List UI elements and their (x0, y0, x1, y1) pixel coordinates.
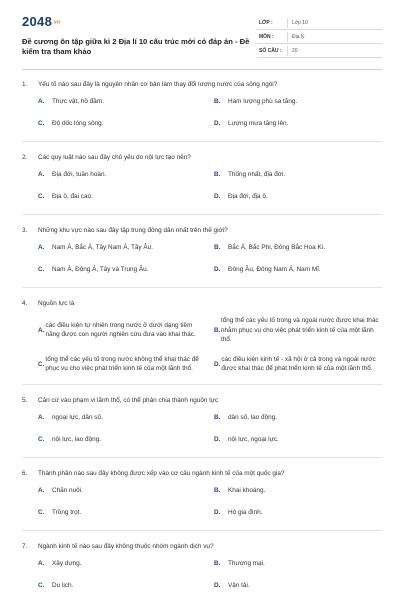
option-text: Thương mại. (228, 559, 265, 567)
option-letter: D. (214, 266, 221, 273)
option-text: Nam Á, Bắc Á, Tây Nam Á, Tây Âu. (52, 244, 153, 251)
meta-value: Lớp 10 (292, 19, 308, 26)
question-divider (22, 214, 382, 215)
meta-row-class (257, 16, 382, 30)
option-letter: D. (214, 120, 221, 127)
option-letter: A. (38, 244, 45, 251)
question-divider (22, 530, 382, 531)
question-number: 5. (22, 396, 28, 404)
option-letter: C. (38, 360, 45, 368)
option-letter: A. (38, 326, 45, 334)
answer-option-b[interactable] (214, 170, 382, 179)
question-number: 1. (22, 81, 28, 88)
answer-option-d[interactable] (214, 508, 382, 517)
option-letter: B. (214, 559, 221, 567)
answer-options (22, 316, 382, 384)
option-letter: B. (214, 98, 221, 105)
answer-options (22, 559, 382, 600)
meta-row-subject (257, 30, 382, 44)
answer-options (22, 486, 382, 530)
option-text: nội lực, ngoại lực. (228, 435, 279, 443)
question-text: Yếu tố nào sau đây là nguyên nhân cơ bản làm thay đổi lượng nước của sông ngòi? (38, 81, 278, 88)
option-letter: D. (214, 360, 221, 368)
option-letter: B. (214, 244, 221, 251)
answer-option-a[interactable] (38, 486, 206, 495)
meta-table (257, 16, 382, 58)
option-text: Vận tải. (228, 581, 250, 589)
answer-option-a[interactable] (38, 316, 206, 345)
question-5 (22, 396, 382, 458)
option-letter: B. (214, 486, 221, 494)
meta-value: Địa lý (292, 33, 305, 40)
question-3 (22, 226, 382, 288)
answer-option-d[interactable] (214, 265, 382, 274)
header-divider (22, 69, 382, 70)
answer-option-d[interactable] (214, 355, 382, 374)
logo-suffix: .vn (52, 19, 61, 26)
question-number: 4. (22, 300, 28, 307)
answer-option-c[interactable] (38, 119, 206, 128)
question-stem (22, 226, 382, 235)
option-text: Du lịch. (52, 581, 74, 589)
question-divider (22, 384, 382, 385)
question-stem (22, 299, 382, 308)
question-2 (22, 153, 382, 215)
option-letter: C. (38, 508, 45, 516)
question-text: Căn cứ vào phạm vi lãnh thổ, có thể phân chia thành nguồn lực (38, 396, 219, 404)
option-letter: D. (214, 581, 221, 589)
option-letter: A. (38, 559, 45, 567)
answer-option-a[interactable] (38, 243, 206, 252)
answer-option-c[interactable] (38, 192, 206, 201)
option-text: Chăn nuôi. (52, 486, 83, 494)
question-divider (22, 141, 382, 142)
answer-options (22, 97, 382, 141)
answer-options (22, 243, 382, 287)
option-text: Địa đới, địa ô. (228, 193, 268, 200)
question-divider (22, 457, 382, 458)
logo-main: 2048 (22, 14, 53, 29)
answer-option-d[interactable] (214, 119, 382, 128)
option-text: Thực vật, hồ đầm. (52, 98, 104, 105)
answer-option-a[interactable] (38, 559, 206, 568)
option-letter: A. (38, 486, 45, 494)
option-letter: A. (38, 171, 45, 178)
question-1 (22, 80, 382, 142)
option-text: Đông Âu, Đông Nam Á, Nam Mĩ. (228, 266, 321, 273)
question-list (22, 80, 382, 600)
option-text: tổng thể các yếu tố trong nước không thể khai thác để phục vụ cho việc phát triển kinh tế của một lãnh thổ. (45, 355, 199, 373)
option-text: Địa ô, đai cao. (52, 193, 93, 200)
option-letter: C. (38, 435, 45, 443)
question-stem (22, 396, 382, 405)
answer-option-c[interactable] (38, 435, 206, 444)
option-letter: B. (214, 171, 221, 178)
option-text: các điều kiện kinh tế - xã hội ở cả trong và ngoài nước được khai thác để phát triển kinh tế của một lãnh thổ. (221, 355, 376, 373)
question-stem (22, 469, 382, 478)
answer-option-b[interactable] (214, 413, 382, 422)
question-stem (22, 542, 382, 551)
meta-value: 20 (292, 47, 298, 54)
option-text: các điều kiện tự nhiên trong nước ở dưới dạng tiềm năng được con người nghiên cứu đưa vào khai thác. (45, 321, 196, 339)
answer-option-a[interactable] (38, 97, 206, 106)
option-text: Hàm lượng phù sa tăng. (228, 98, 298, 105)
answer-options (22, 413, 382, 457)
meta-separator (287, 46, 288, 56)
meta-key: MÔN : (259, 33, 274, 40)
answer-option-d[interactable] (214, 192, 382, 201)
answer-option-c[interactable] (38, 265, 206, 274)
option-text: dân số, lao động. (228, 413, 278, 421)
option-text: Thống nhất, địa đới. (228, 171, 286, 178)
option-letter: D. (214, 508, 221, 516)
option-text: Hộ gia đình. (228, 508, 263, 516)
option-text: Nam Á, Đông Á, Tây và Trung Âu. (52, 266, 149, 273)
answer-options (22, 170, 382, 214)
option-letter: C. (38, 266, 45, 273)
question-6 (22, 469, 382, 531)
option-letter: A. (38, 413, 45, 421)
option-text: ngoại lực, dân số. (52, 413, 103, 421)
answer-option-a[interactable] (38, 413, 206, 422)
option-letter: A. (38, 98, 45, 105)
option-text: Bắc Á, Bắc Phi, Đông Bắc Hoa Kì. (228, 244, 326, 251)
option-letter: C. (38, 581, 45, 589)
question-7 (22, 542, 382, 600)
answer-option-a[interactable] (38, 170, 206, 179)
option-letter: D. (214, 435, 221, 443)
question-text: Những khu vực nào sau đây tập trung đông dân nhất trên thế giới? (38, 227, 228, 234)
answer-option-b[interactable] (214, 243, 382, 252)
meta-key: LỚP : (259, 19, 273, 26)
answer-option-b[interactable] (214, 97, 382, 106)
answer-option-d[interactable] (214, 435, 382, 444)
question-number: 3. (22, 227, 28, 234)
option-text: Xây dựng. (52, 559, 82, 567)
question-text: Nguồn lực là (38, 300, 75, 307)
meta-key: SỐ CÂU : (259, 47, 282, 54)
option-letter: C. (38, 193, 45, 200)
option-letter: D. (214, 193, 221, 200)
question-divider (22, 287, 382, 288)
question-number: 7. (22, 542, 28, 550)
question-text: Ngành kinh tế nào sau đây không thuộc nhóm ngành dịch vụ? (38, 542, 214, 550)
option-text: Độ dốc lòng sông. (52, 120, 104, 127)
question-text: Thành phần nào sau đây không được xếp vào cơ cấu ngành kinh tế của một quốc gia? (38, 469, 285, 477)
option-text: tổng thể các yếu tố trong và ngoài nước được khai thác nhằm phục vụ cho việc phát triển kinh tế của một lãnh thổ. (220, 317, 379, 344)
answer-option-c[interactable] (38, 581, 206, 590)
option-text: Trồng trọt. (52, 508, 82, 516)
option-text: nội lực, lao động. (52, 435, 102, 443)
question-number: 6. (22, 469, 28, 477)
site-logo[interactable] (22, 15, 250, 30)
answer-option-b[interactable] (214, 559, 382, 568)
answer-option-d[interactable] (214, 581, 382, 590)
worksheet-header (22, 0, 382, 58)
header-left (22, 15, 250, 58)
option-letter: B. (214, 326, 221, 334)
option-text: Địa đới, tuần hoàn. (52, 171, 107, 178)
option-letter: B. (214, 413, 221, 421)
option-text: Khai khoáng. (228, 486, 266, 494)
option-letter: C. (38, 120, 45, 127)
answer-option-b[interactable] (214, 486, 382, 495)
option-text: Lượng mưa tăng lên. (228, 120, 289, 127)
document-title: Đề cương ôn tập giữa kì 2 Địa lí 10 cấu trúc mới có đáp án - Đề kiểm tra tham khảo (22, 36, 250, 56)
question-stem (22, 80, 382, 89)
question-number: 2. (22, 154, 28, 161)
answer-option-c[interactable] (38, 508, 206, 517)
meta-row-count (257, 44, 382, 58)
answer-option-b[interactable] (214, 316, 382, 345)
meta-separator (287, 32, 288, 42)
meta-separator (287, 18, 288, 28)
answer-option-c[interactable] (38, 355, 206, 374)
question-4 (22, 299, 382, 385)
question-stem (22, 153, 382, 162)
question-text: Các quy luật nào sau đây chủ yếu do nội lực tạo nên? (38, 154, 191, 161)
